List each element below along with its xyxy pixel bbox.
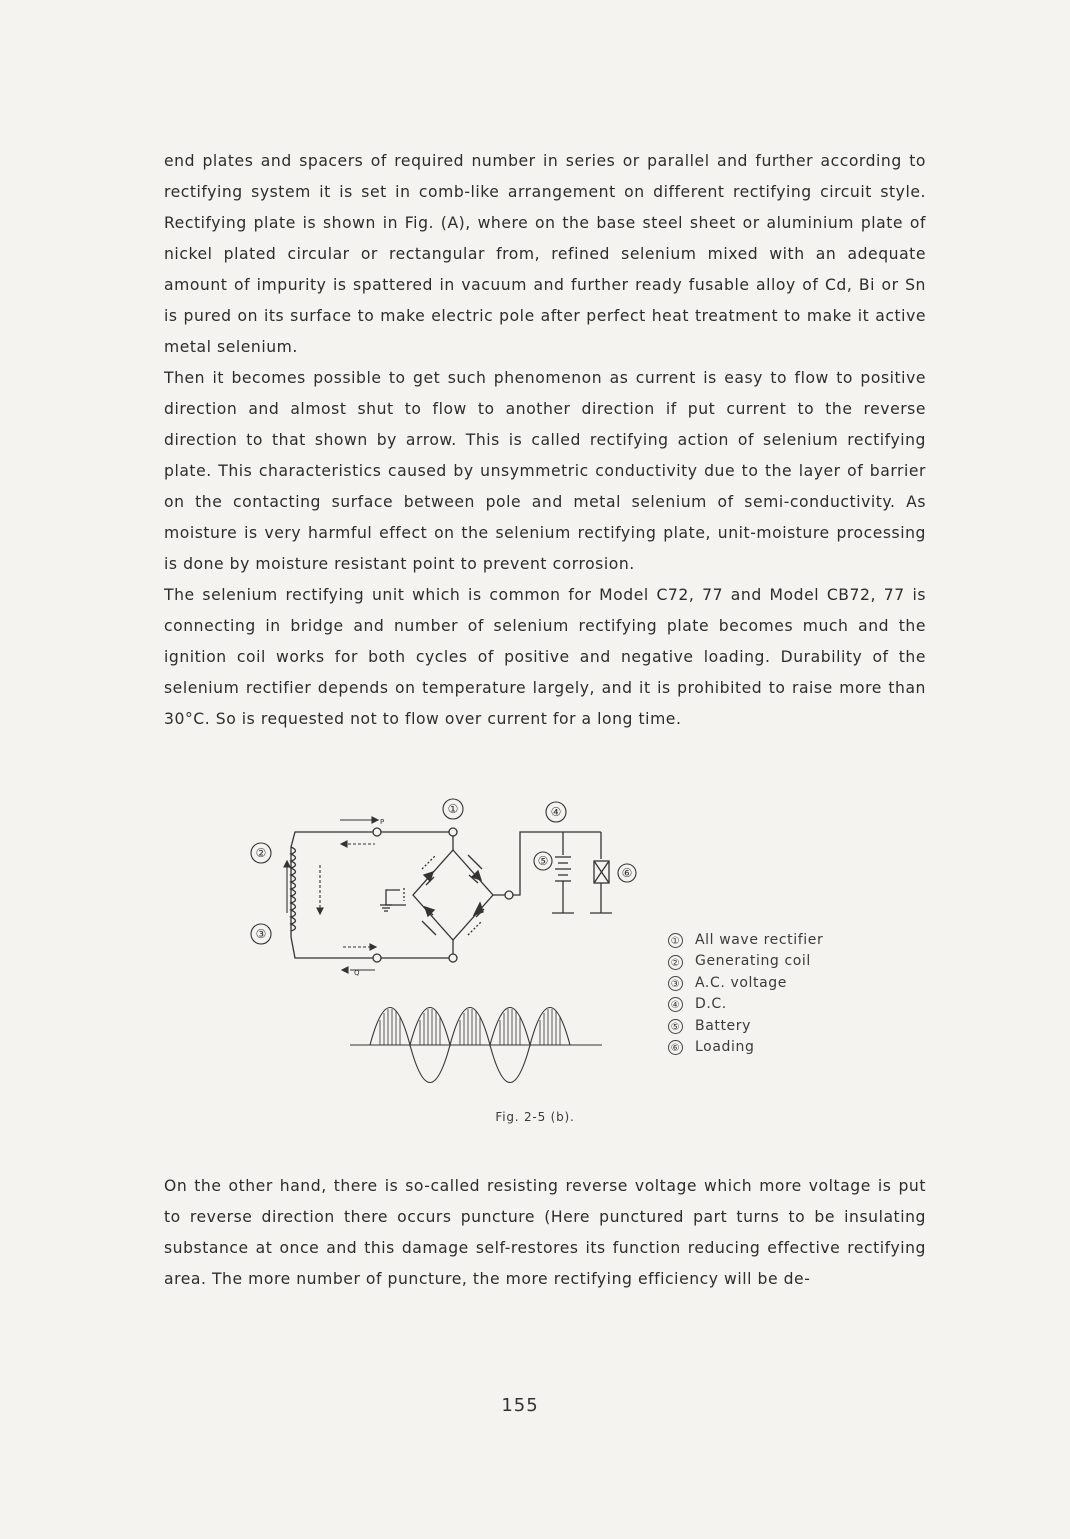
legend-item	[668, 994, 823, 1015]
body-text-top	[164, 146, 926, 735]
figure-caption: Fig. 2-5 (b).	[495, 1110, 575, 1124]
body-text-bottom	[164, 1171, 926, 1295]
figure-legend	[668, 930, 823, 1058]
paragraph-reverse-voltage: On the other hand, there is so-called resisting reverse voltage which more voltage is put to reverse direction there occurs puncture (Here punctured part turns to be insulating substance at once and this damage self-restores its function reducing effective rectifying area. The more number of puncture, the more rectifying efficiency will be de-	[164, 1177, 926, 1288]
current-arrows	[284, 817, 378, 973]
marker-1: ①	[447, 802, 459, 816]
rectified-waveform	[350, 1008, 602, 1083]
legend-number: ⑥	[668, 1040, 683, 1055]
legend-item	[668, 930, 823, 951]
load-icon	[590, 861, 612, 913]
battery-icon	[552, 857, 574, 913]
legend-number: ⑤	[668, 1019, 683, 1034]
page-number: 155	[501, 1395, 539, 1416]
legend-number: ①	[668, 933, 683, 948]
marker-3: ③	[255, 927, 267, 941]
legend-label: A.C. voltage	[695, 974, 787, 991]
legend-number: ②	[668, 955, 683, 970]
legend-item	[668, 1037, 823, 1058]
paragraph-rectifying-plate: end plates and spacers of required number in series or parallel and further according to rectifying system it is set in comb-like arrangement on different rectifying circuit style. Rectifying plate is shown in Fig. (A), where on the base steel sheet or aluminium plate of nickel plated circular or rectangular from, refined selenium mixed with an adequate amount of impurity is spattered in vacuum and further ready fusable alloy of Cd, Bi or Sn is pured on its surface to make electric pole after perfect heat treatment to make it active metal selenium.	[164, 152, 926, 356]
legend-item	[668, 951, 823, 972]
legend-label: Generating coil	[695, 953, 811, 970]
legend-label: Loading	[695, 1039, 755, 1056]
marker-2: ②	[255, 846, 267, 860]
legend-item	[668, 1016, 823, 1037]
figure-markers	[251, 799, 636, 944]
legend-number: ④	[668, 997, 683, 1012]
legend-label: D.C.	[695, 996, 727, 1013]
generating-coil-icon	[291, 847, 296, 937]
bridge-rectifier-icon	[380, 836, 493, 954]
legend-label: All wave rectifier	[695, 932, 824, 948]
wire-top	[291, 832, 453, 847]
circuit-diagram	[240, 795, 660, 1095]
paragraph-rectifying-action: Then it becomes possible to get such phenomenon as current is easy to flow to positive direction and almost shut to flow to another direction if put current to the reverse direction to that shown by arrow. This is called rectifying action of selenium rectifying plate. This characteristics caused by unsymmetric conductivity due to the layer of barrier on the contacting surface between pole and metal selenium of semi-conductivity. As moisture is very harmful effect on the selenium rectifying plate, unit-moisture processing is done by moisture resistant point to prevent corrosion.	[164, 369, 926, 573]
marker-4: ④	[550, 805, 562, 819]
arrow-label-p: P	[380, 818, 385, 826]
legend-label: Battery	[695, 1017, 752, 1034]
legend-number: ③	[668, 976, 683, 991]
arrow-label-q: Q	[354, 969, 360, 977]
marker-6: ⑥	[621, 866, 633, 880]
paragraph-selenium-unit: The selenium rectifying unit which is common for Model C72, 77 and Model CB72, 77 is connecting in bridge and number of selenium rectifying plate becomes much and the ignition coil works for both cycles of positive and negative loading. Durability of the selenium rectifier depends on temperature largely, and it is prohibited to raise more than 30°C. So is requested not to flow over current for a long time.	[164, 586, 926, 728]
marker-5: ⑤	[537, 854, 549, 868]
legend-item	[668, 973, 823, 994]
